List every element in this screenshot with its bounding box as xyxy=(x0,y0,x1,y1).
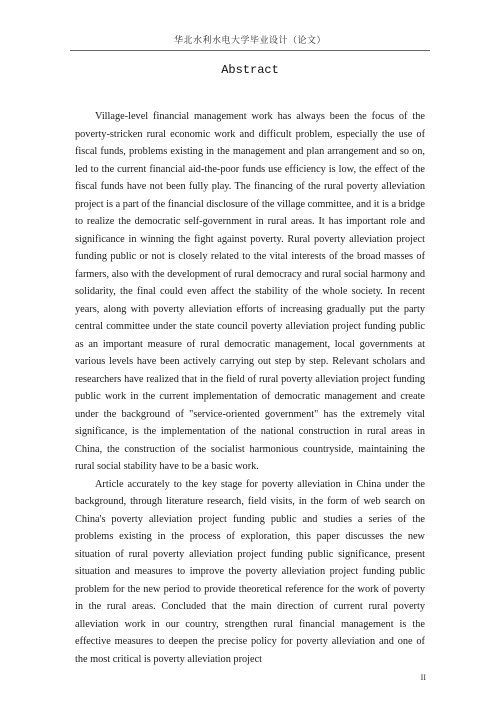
abstract-paragraph-1: Village-level financial management work has always been the focus of the poverty-stricken rural economic work and difficult problem, especially the use of fiscal funds, problems existing in the management and plan arrangement and so on, led to the current financial aid-the-poor funds use efficiency is low, the effect of the fiscal funds have not been fully play. The financing of the rural poverty alleviation project is a part of the financial disclosure of the village committee, and it is a bridge to realize the democratic self-government in rural areas. It has important role and significance in winning the fight against poverty. Rural poverty alleviation project funding public or not is closely related to the vital interests of the broad masses of farmers, also with the development of rural democracy and rural social harmony and solidarity, the final could even affect the stability of the whole society. In recent years, along with poverty alleviation efforts of increasing gradually put the party central committee under the state council poverty alleviation project funding public as an important measure of rural democratic management, local governments at various levels have been actively carrying out step by step. Relevant scholars and researchers have realized that in the field of rural poverty alleviation project funding public work in the current implementation of democratic management and create under the background of "service-oriented government" has the extremely vital significance, is the implementation of the national construction in rural areas in China, the construction of the socialist harmonious countryside, maintaining the rural social stability have to be a basic work. xyxy=(75,111,425,472)
abstract-paragraph-2: Article accurately to the key stage for poverty alleviation in China under the background, through literature research, field visits, in the form of web search on China's poverty alleviation project funding public and studies a series of the problems existing in the process of exploration, this paper discusses the new situation of rural poverty alleviation project funding public significance, present situation and measures to improve the poverty alleviation project funding public problem for the new period to provide theoretical reference for the work of poverty in the rural areas. Concluded that the main direction of current rural poverty alleviation work in our country, strengthen rural financial management is the effective measures to deepen the precise policy for poverty alleviation and one of the most critical is poverty alleviation project xyxy=(75,478,425,665)
running-header: 华北水利水电大学毕业设计（论文） xyxy=(173,36,326,46)
header-rule xyxy=(70,50,430,51)
page-number: II xyxy=(420,673,426,682)
abstract-body xyxy=(75,108,425,668)
abstract-title: Abstract xyxy=(221,63,279,77)
